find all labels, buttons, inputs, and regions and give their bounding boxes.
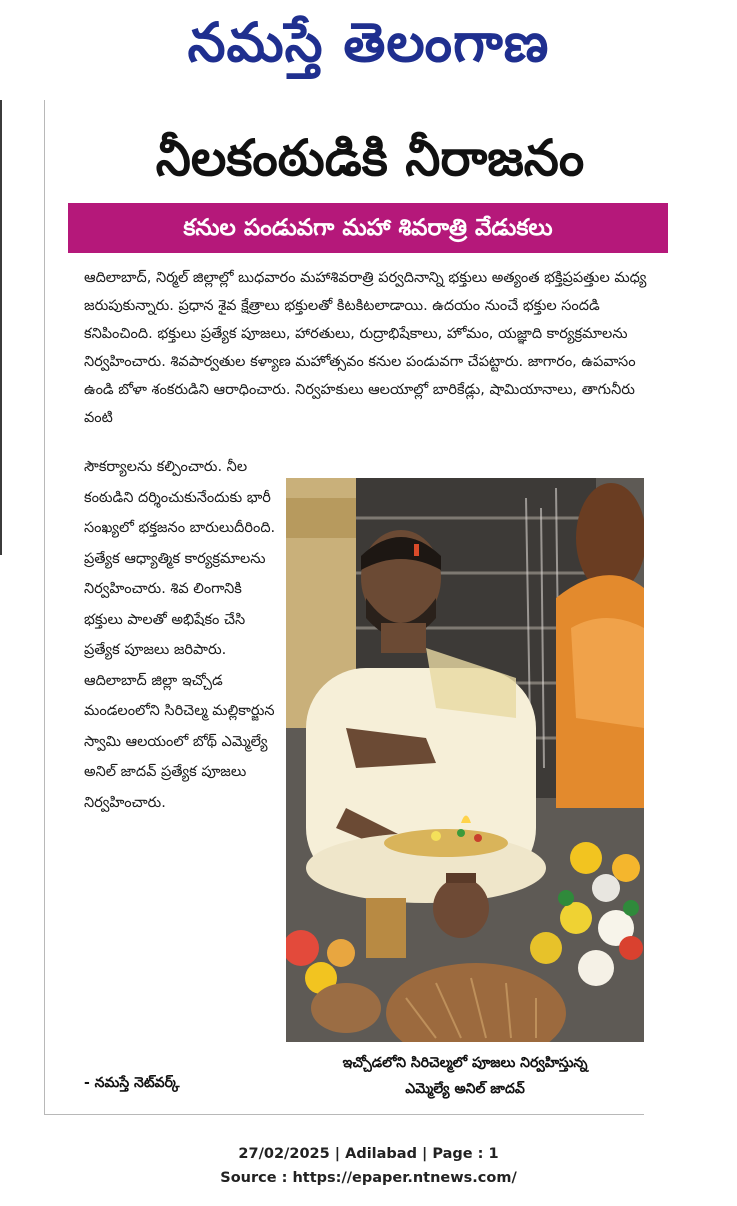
article-body-intro bbox=[84, 264, 654, 432]
photo-caption-line: ఇచ్చోడలోని సిరిచెల్మలో పూజలు నిర్వహిస్తున్న bbox=[342, 1055, 588, 1071]
article-body-column bbox=[84, 452, 276, 818]
page-footer bbox=[0, 1142, 737, 1190]
article-headline: నీలకంఠుడికి నీరాజనం bbox=[155, 129, 585, 187]
bottom-rule bbox=[44, 1114, 644, 1115]
photo-caption bbox=[286, 1050, 644, 1102]
temple-worship-photo bbox=[286, 478, 644, 1042]
news-photo bbox=[286, 478, 644, 1042]
photo-caption-line: ఎమ్మెల్యే అనిల్ జాదవ్ bbox=[405, 1081, 525, 1097]
column-rule bbox=[44, 100, 45, 1115]
page-edge-mark bbox=[0, 100, 2, 555]
article-subheadline: కనుల పండువగా మహా శివరాత్రి వేడుకలు bbox=[68, 203, 668, 253]
article-byline: - నమస్తే నెట్‌వర్క్ bbox=[84, 1075, 180, 1091]
article-body-paragraph-continued: సౌకర్యాలను కల్పించారు. నీల కంఠుడిని దర్శించుకునేందుకు భారీ సంఖ్యలో భక్తజనం బారులుదీరింది. ప్రత్యేక ఆధ్యాత్మిక కార్యక్రమాలను నిర్వహించారు. శివ లింగానికి భక్తులు పాలతో అభిషేకం చేసి ప్రత్యేక పూజలు జరిపారు. ఆదిలాబాద్ జిల్లా ఇచ్చోడ మండలంలోని సిరిచెల్మ మల్లికార్జున స్వామి ఆలయంలో బోథ్ ఎమ్మెల్యే అనిల్ జాదవ్ ప్రత్యేక పూజలు నిర్వహించారు. bbox=[84, 459, 276, 811]
article-body-paragraph: ఆదిలాబాద్, నిర్మల్ జిల్లాల్లో బుధవారం మహాశివరాత్రి పర్వదినాన్ని భక్తులు అత్యంత భక్తిప్రపత్తుల మధ్య జరుపుకున్నారు. ప్రధాన శైవ క్షేత్రాలు భక్తులతో కిటకిటలాడాయి. ఉదయం నుంచే భక్తుల సందడి కనిపించింది. భక్తులు ప్రత్యేక పూజలు, హారతులు, రుద్రాభిషేకాలు, హోమం, యజ్ఞాది కార్యక్రమాలను నిర్వహించారు. శివపార్వతుల కళ్యాణ మహోత్సవం కనుల పండువగా చేపట్టారు. జాగారం, ఉపవాసం ఉండి బోళా శంకరుడిని ఆరాధించారు. నిర్వహకులు ఆలయాల్లో బారికేడ్లు, షామియానాలు, తాగునీరు వంటి bbox=[84, 270, 647, 426]
newspaper-masthead: నమస్తే తెలంగాణ bbox=[187, 11, 550, 74]
edition-info: 27/02/2025 | Adilabad | Page : 1 bbox=[238, 1146, 499, 1162]
source-link[interactable]: Source : https://epaper.ntnews.com/ bbox=[220, 1170, 517, 1186]
